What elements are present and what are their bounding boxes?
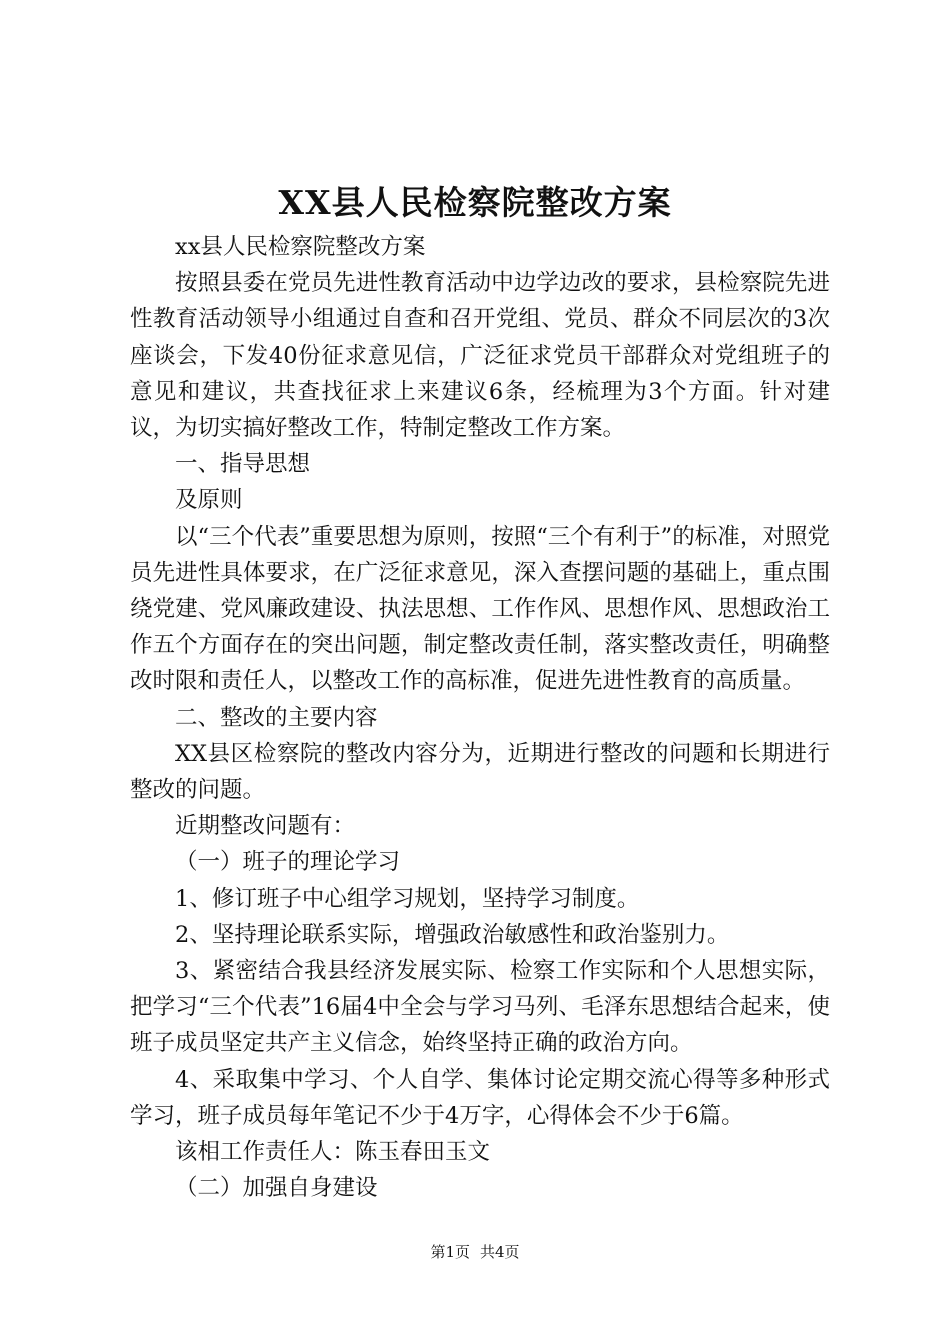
- paragraph-principles: 以“三个代表”重要思想为原则，按照“三个有利于”的标准，对照党员先进性具体要求，在广泛征求意见，深入查摆问题的基础上，重点围绕党建、党风廉政建设、执法思想、工作作风、思想作风、思想政治工作五个方面存在的突出问题，制定整改责任制，落实整改责任，明确整改时限和责任人，以整改工作的高标准，促进先进性教育的高质量。: [130, 523, 830, 695]
- section-heading-main-content: 二、整改的主要内容: [175, 704, 378, 731]
- document-title: XX县人民检察院整改方案: [278, 183, 672, 222]
- paragraph-intro: 按照县委在党员先进性教育活动中边学边改的要求，县检察院先进性教育活动领导小组通过自查和召开党组、党员、群众不同层次的3次座谈会，下发40份征求意见信，广泛征求党员干部群众对党组班子的意见和建议，共查找征求上来建议6条，经梳理为3个方面。针对建议，为切实搞好整改工作，特制定整改工作方案。: [130, 270, 830, 442]
- page-footer: [0, 1241, 950, 1263]
- paragraph-subtitle: xx县人民检察院整改方案: [175, 234, 426, 260]
- section-heading-guiding-thought: 一、指导思想: [175, 451, 311, 478]
- paragraph-responsible-persons: 该相工作责任人：陈玉春田玉文: [175, 1139, 491, 1166]
- list-item-4: 4、采取集中学习、个人自学、集体讨论定期交流心得等多种形式学习，班子成员每年笔记不少于4万字，心得体会不少于6篇。: [130, 1066, 830, 1129]
- page-number-current: 第1页: [430, 1243, 470, 1261]
- page-number-total: 共4页: [480, 1243, 520, 1261]
- document-body: [130, 229, 830, 1206]
- subsection-heading-self-building: （二）加强自身建设: [175, 1175, 378, 1202]
- list-item-2: 2、坚持理论联系实际，增强政治敏感性和政治鉴别力。: [175, 921, 730, 948]
- paragraph-content-overview: XX县区检察院的整改内容分为，近期进行整改的问题和长期进行整改的问题。: [130, 740, 830, 804]
- subsection-heading-theory-study: （一）班子的理论学习: [175, 849, 401, 876]
- list-item-1: 1、修订班子中心组学习规划，坚持学习制度。: [175, 885, 640, 912]
- paragraph-near-term-label: 近期整改问题有：: [175, 813, 356, 840]
- section-heading-principles: 及原则: [175, 487, 243, 514]
- list-item-3: 3、紧密结合我县经济发展实际、检察工作实际和个人思想实际，把学习“三个代表”16届4中全会与学习马列、毛泽东思想结合起来，使班子成员坚定共产主义信念，始终坚持正确的政治方向。: [130, 958, 830, 1057]
